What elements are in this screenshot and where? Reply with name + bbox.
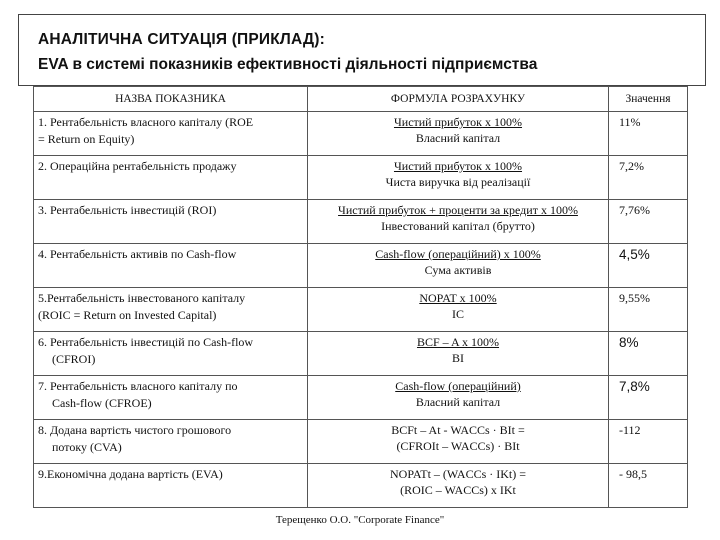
indicator-name: 2. Операційна рентабельність продажу bbox=[34, 156, 308, 200]
indicator-name: 8. Додана вартість чистого грошового потоку (CVA) bbox=[34, 420, 308, 464]
table-row bbox=[34, 200, 688, 244]
indicator-value: 9,55% bbox=[609, 288, 688, 332]
indicator-formula: NOPAT х 100% IC bbox=[308, 288, 609, 332]
indicator-value: 8% bbox=[609, 332, 688, 376]
column-header-value: Значення bbox=[609, 87, 688, 112]
page-subtitle: EVA в системі показників ефективності діяльності підприємства bbox=[38, 56, 538, 73]
indicator-name: 7. Рентабельність власного капіталу по Cash-flow (CFROE) bbox=[34, 376, 308, 420]
column-header-formula: ФОРМУЛА РОЗРАХУНКУ bbox=[308, 87, 609, 112]
title-frame bbox=[18, 14, 706, 86]
indicator-formula: Cash-flow (операційний) Власний капітал bbox=[308, 376, 609, 420]
indicator-formula: Чистий прибуток х 100% Власний капітал bbox=[308, 112, 609, 156]
table-row bbox=[34, 288, 688, 332]
column-header-name: НАЗВА ПОКАЗНИКА bbox=[34, 87, 308, 112]
indicator-value: 7,76% bbox=[609, 200, 688, 244]
indicator-name: 9.Економічна додана вартість (EVA) bbox=[34, 464, 308, 508]
indicator-formula: Чистий прибуток + проценти за кредит х 100% Інвестований капітал (брутто) bbox=[308, 200, 609, 244]
table-row bbox=[34, 420, 688, 464]
page-title: АНАЛІТИЧНА СИТУАЦІЯ (ПРИКЛАД): bbox=[38, 31, 325, 48]
indicator-value: 4,5% bbox=[609, 244, 688, 288]
indicator-formula: BCFt – At - WACCs · BIt = (CFROIt – WACCs) · BIt bbox=[308, 420, 609, 464]
indicator-value: -112 bbox=[609, 420, 688, 464]
indicator-name: 4. Рентабельність активів по Cash-flow bbox=[34, 244, 308, 288]
indicator-value: 7,8% bbox=[609, 376, 688, 420]
indicator-formula: Чистий прибуток х 100% Чиста виручка від реалізації bbox=[308, 156, 609, 200]
table-header-row bbox=[34, 87, 688, 112]
indicator-formula: BCF – A х 100% BI bbox=[308, 332, 609, 376]
indicator-value: 7,2% bbox=[609, 156, 688, 200]
table-row bbox=[34, 376, 688, 420]
table-row bbox=[34, 244, 688, 288]
indicator-formula: Cash-flow (операційний) х 100% Сума активів bbox=[308, 244, 609, 288]
indicator-name: 6. Рентабельність інвестицій по Cash-flow (CFROI) bbox=[34, 332, 308, 376]
indicator-formula: NOPATt – (WACCs · IKt) = (ROIC – WACCs) х IKt bbox=[308, 464, 609, 508]
indicator-name: 1. Рентабельність власного капіталу (ROE = Return on Equity) bbox=[34, 112, 308, 156]
footer-credit: Терещенко О.О. "Corporate Finance" bbox=[275, 514, 445, 526]
indicators-table bbox=[33, 86, 688, 508]
table-row bbox=[34, 112, 688, 156]
table-row bbox=[34, 464, 688, 508]
table-row bbox=[34, 156, 688, 200]
indicator-name: 5.Рентабельність інвестованого капіталу (ROIC = Return on Invested Capital) bbox=[34, 288, 308, 332]
table-row bbox=[34, 332, 688, 376]
indicator-value: 11% bbox=[609, 112, 688, 156]
indicator-value: - 98,5 bbox=[609, 464, 688, 508]
indicator-name: 3. Рентабельність інвестицій (ROI) bbox=[34, 200, 308, 244]
